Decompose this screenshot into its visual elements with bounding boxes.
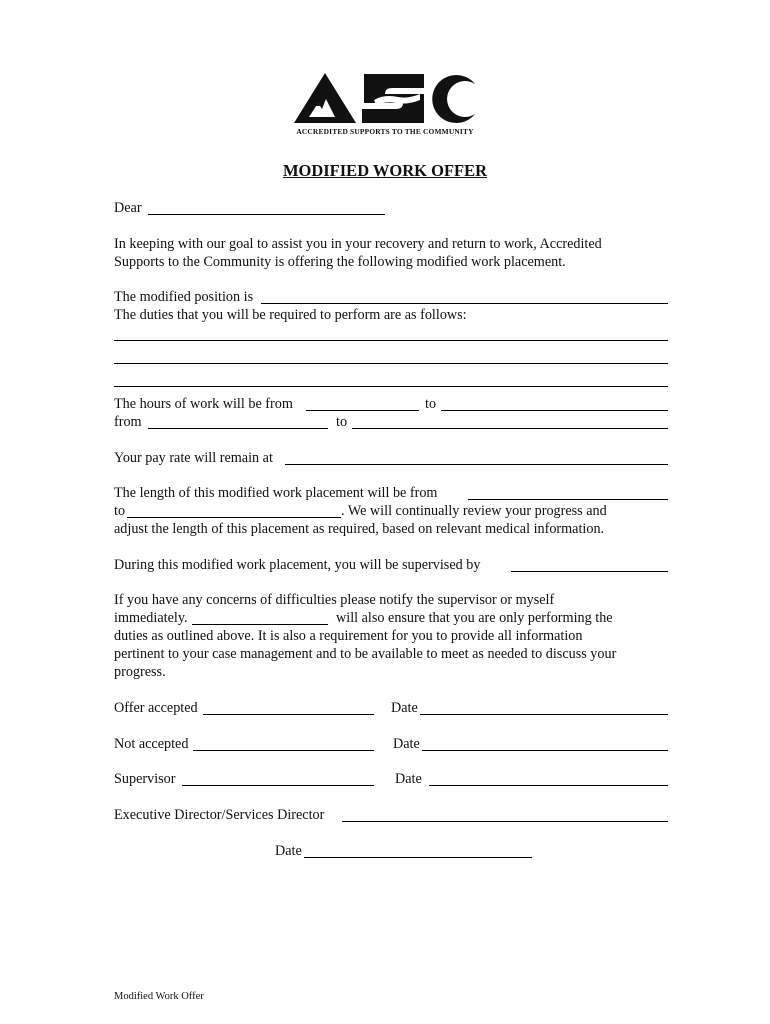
concerns-line-2-rest: will also ensure that you are only performing the: [336, 610, 613, 626]
hours-to-field-2[interactable]: [352, 428, 668, 429]
hours-to-field-1[interactable]: [441, 410, 668, 411]
length-to-field[interactable]: [127, 517, 341, 518]
supervisor-label: Supervisor: [114, 771, 176, 787]
length-to-label: to: [114, 503, 126, 519]
hours-to-label-1: to: [425, 396, 437, 412]
supervisor-signature-field[interactable]: [182, 785, 374, 786]
offer-accepted-date-field[interactable]: [420, 714, 668, 715]
pay-rate-field[interactable]: [285, 464, 668, 465]
concerns-line-4: pertinent to your case management and to be available to meet as needed to discuss your: [114, 646, 617, 662]
offer-accepted-label: Offer accepted: [114, 700, 198, 716]
concerns-line-3: duties as outlined above. It is also a requirement for you to provide all information: [114, 628, 583, 644]
not-accepted-date-field[interactable]: [422, 750, 668, 751]
duties-line-2[interactable]: [114, 363, 668, 364]
position-field[interactable]: [261, 303, 668, 304]
duties-line-1[interactable]: [114, 340, 668, 341]
intro-line-1: In keeping with our goal to assist you in your recovery and return to work, Accredited: [114, 236, 602, 252]
duties-label: The duties that you will be required to perform are as follows:: [114, 307, 467, 323]
organization-name: ACCREDITED SUPPORTS TO THE COMMUNITY: [296, 127, 474, 136]
executive-director-signature-field[interactable]: [342, 821, 668, 822]
executive-director-label: Executive Director/Services Director: [114, 807, 325, 823]
hours-label: The hours of work will be from: [114, 396, 293, 412]
length-line-2: . We will continually review your progress and: [341, 503, 607, 519]
offer-accepted-date-label: Date: [391, 700, 418, 716]
concerns-line-5: progress.: [114, 664, 166, 680]
supervisor-date-label: Date: [395, 771, 422, 787]
document-title: MODIFIED WORK OFFER: [282, 161, 488, 180]
concerns-line-1: If you have any concerns of difficulties please notify the supervisor or myself: [114, 592, 555, 608]
length-from-field[interactable]: [468, 499, 668, 500]
supervisor-name-field[interactable]: [511, 571, 668, 572]
supervisor-date-field[interactable]: [429, 785, 668, 786]
not-accepted-date-label: Date: [393, 736, 420, 752]
hours-from-field-1[interactable]: [306, 410, 419, 411]
supervised-label: During this modified work placement, you will be supervised by: [114, 557, 481, 573]
offer-accepted-signature-field[interactable]: [203, 714, 374, 715]
supervisor-name-field-2[interactable]: [192, 624, 328, 625]
executive-director-date-label: Date: [275, 843, 302, 859]
not-accepted-signature-field[interactable]: [193, 750, 374, 751]
salutation: Dear: [114, 200, 142, 216]
length-label: The length of this modified work placement will be from: [114, 485, 438, 501]
asc-logo: [292, 70, 480, 126]
hours-from-field-2[interactable]: [148, 428, 328, 429]
concerns-line-2-start: immediately.: [114, 610, 188, 626]
pay-label: Your pay rate will remain at: [114, 450, 273, 466]
hours-from-label-2: from: [114, 414, 142, 430]
duties-line-3[interactable]: [114, 386, 668, 387]
hours-to-label-2: to: [336, 414, 348, 430]
intro-line-2: Supports to the Community is offering the following modified work placement.: [114, 254, 566, 270]
recipient-name-field[interactable]: [148, 214, 385, 215]
page-footer: Modified Work Offer: [114, 991, 204, 1002]
not-accepted-label: Not accepted: [114, 736, 189, 752]
executive-director-date-field[interactable]: [304, 857, 532, 858]
length-line-3: adjust the length of this placement as required, based on relevant medical information.: [114, 521, 605, 537]
position-label: The modified position is: [114, 289, 254, 305]
